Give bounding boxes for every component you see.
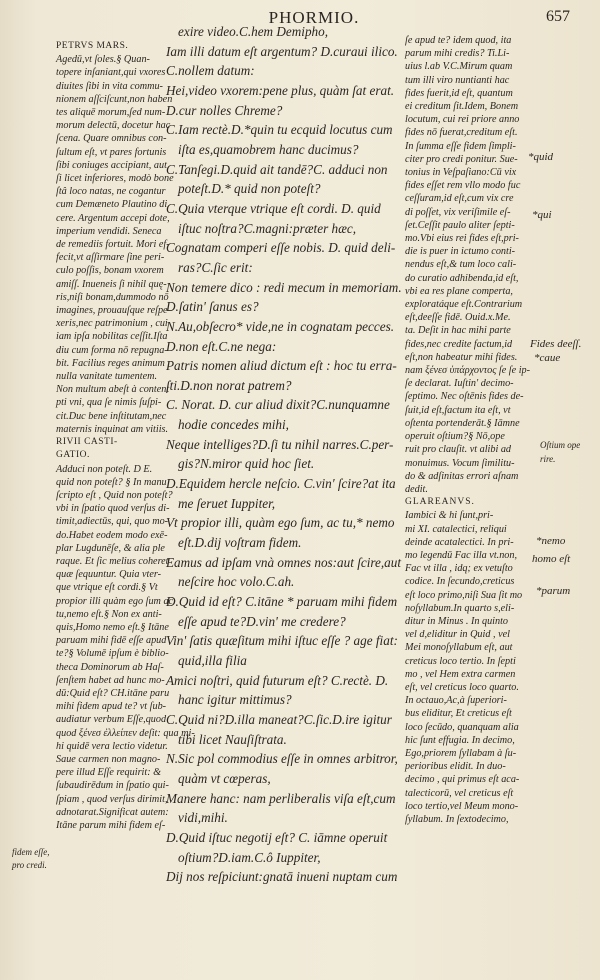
commentary-line: timit,adiectūs, qui, quo mo- [56,516,169,528]
commentary-line: hic ſunt effugia. In decimo, [405,734,515,746]
commentary-line: ruit pro clauſit. vt alibi ad [405,444,512,456]
commentary-line: de remediis fortuit. Mori ef- [56,239,170,251]
commentary-line: hi quidē vera lectio videtur. [56,740,168,752]
commentary-line: GATIO. [56,450,90,461]
commentary-line: mo legendū Fac illa vt.non, [405,549,518,561]
commentary-line: que vtrique eſt cordi.§ Vt [56,582,158,594]
verse-line: Cognatam comperi eſſe nobis. D. quid deli- [166,240,396,256]
commentary-line: mo.Vbi eius rei fides eſt,pri- [405,233,519,245]
verse-line: Eamus ad ipſam vnà omnes nos:aut ſcire,aut [166,554,402,570]
right-commentary-column [405,34,529,826]
commentary-line: do.Habet eodem modo exē- [56,529,168,541]
commentary-line: monuimus. Vocum ſimilitu- [405,457,515,469]
commentary-line: cere. Argentum accepi dote, [56,212,170,224]
commentary-line: do & adſinitas errori aſnam [405,470,519,482]
commentary-line: adnotarat.Significat autem: [56,806,169,818]
verse-line: Iam illi datum eſt argentum? D.curaui ilico. [166,43,398,59]
commentary-line: talecticorū, vel creticus eſt [405,787,514,799]
verse-line: Dij nos reſpiciunt:gnatā inueni nuptam cum [166,869,398,885]
commentary-line: pti vni, qua ſe nimis ſuſpi- [56,397,162,409]
commentary-line: loco ſecūdo, quanquam alia [405,721,519,733]
verse-line: D.cur nolles Chreme? [166,102,283,118]
verse-line: eſſe apud te?D.vin' me credere? [178,613,346,629]
commentary-line: noſyllabum.In quarto s,eli- [405,602,515,614]
verse-line: quàm vt cœperas, [178,770,271,786]
margin-note-pro-credi: pro credi. [12,860,47,870]
commentary-line: bit. Facilius reges animum [56,357,165,369]
commentary-line: tu,nemo eſt.§ Non ex anti- [56,608,162,620]
margin-note-qui: *qui [532,209,552,221]
commentary-line: RIVII CASTI- [56,437,118,448]
commentary-line: Saue carmen non magno- [56,753,161,765]
commentary-line: diu cum forma nō repugna- [56,344,168,356]
commentary-line: eſt,non habeatur mihi fides. [405,351,518,363]
verse-line: Vin' ſatis quæſitum mihi iſtuc eſſe ? age fiat: [166,633,398,649]
commentary-line: di poſſet, vix veriſimile eſ- [405,206,511,218]
commentary-line: te?§ Volumē ipſum è biblio- [56,648,169,660]
commentary-line: Ego,priorem ſyllabam à ſu- [405,747,517,759]
verse-line: oſtium?D.iam.C.ô Iuppiter, [178,849,321,865]
commentary-line: iam ipſa nobilitas ceſſit.Iſta [56,331,168,343]
verse-line: Neque intelliges?D.ſi tu nihil narres.C.per- [166,436,394,452]
commentary-line: topere inſaniant,qui vxores [56,67,166,79]
verse-line: hanc igitur mittimus? [178,692,292,708]
commentary-line: ſenſtem habet ad hunc mo- [56,674,165,686]
commentary-line: PETRVS MARS. [56,41,129,51]
commentary-line: ſtâ loco natas, ne cogantur [56,186,166,198]
margin-note-homo-est: homo eſt [532,553,571,565]
page-number: 657 [546,8,570,25]
commentary-line: deinde acatalectici. In pri- [405,536,514,548]
commentary-line: decimo , qui primus eſt aca- [405,774,520,786]
margin-note-rire: rire. [540,454,556,464]
margin-note-fidem-esse: fidem eſſe, [12,847,50,857]
commentary-line: quid non poteſt? § In manu [56,476,167,488]
commentary-line: exploratáque eſt.Contrarium [405,299,523,311]
verse-line: ſti.D.non norat patrem? [166,377,292,393]
margin-note-ostium-ope: Oſtium ope [540,440,581,450]
commentary-line: eſt, vel creticus loco quarto. [405,681,519,693]
verse-line: vidi,mihi. [178,810,228,826]
verse-line: C.Iam rectè.D.*quin tu ecquid locutus cum [166,122,393,138]
commentary-line: ta. Deſit in hac mihi parte [405,325,511,337]
verse-line: D.Equidem hercle neſcio. C.vin' ſcire?at ita [166,476,396,492]
commentary-line: do curatio adhibenda,id eſt, [405,272,519,284]
commentary-line: Iambici & hi ſunt,pri- [405,510,494,522]
commentary-line: plar Lugdunēſe, & alia ple [56,542,165,554]
commentary-line: ſe apud te? idem quod, ita [405,35,512,46]
page-title: PHORMIO. [268,8,360,27]
verse-line: C.Quid ni?D.illa maneat?C.ſic.D.ire igitur [166,711,392,727]
commentary-line: perioribus elidit. In duo- [405,761,506,773]
margin-note-fides-deesse: Fides deeſſ. [530,338,582,350]
verse-line: N.Au,obſecro* vide,ne in cognatam pecces. [166,318,395,334]
verse-line: Non temere dico : redi mecum in memoriam. [166,279,402,295]
commentary-line: cum Demæneto Plautino di [56,199,168,211]
commentary-line: In octauo,Ac,à ſuperiori- [405,695,507,707]
verse-line: Vt propior illi, quàm ego ſum, ac tu,* nemo [166,515,395,531]
commentary-line: loco tertio,vel Meum mono- [405,800,519,812]
verse-line: D.Quid iſtuc negotij eſt? C. iāmne operuit [166,829,388,845]
commentary-line: ſet.Ceſſit paulo aliter ſepti- [405,219,515,231]
commentary-line: quis,Homo nemo eſt.§ Itāne [56,621,169,633]
verse-line: C. Norat. D. cur aliud dixit?C.nunquamne [166,397,390,413]
commentary-line: fides,nec credite factum,id [405,338,513,350]
commentary-line: tum illi viro nuntianti hac [405,74,510,86]
verse-line: eſt.D.dij voſtram fidem. [178,535,302,551]
commentary-line: propior illi quàm ego ſum ac [56,595,174,607]
commentary-line: fecit,vt aſſirmare ſine peri- [56,252,165,264]
verse-line: neſcire hoc volo.C.ah. [178,574,295,590]
commentary-line: mi XI. catalectici, reliqui [405,523,507,535]
verse-line: ras?C.ſic erit: [178,259,253,275]
commentary-line: dedit. [405,483,428,495]
verse-line: quid,illa filia [178,653,247,668]
verse-line: D.non eſt.C.ne nega: [166,338,277,354]
commentary-line: ſe declarat. Iuſtin' decimo- [405,378,514,390]
verse-line: D.ſatin' ſanus es? [166,299,259,315]
verse-line: N.Sic pol commodius eſſe in omnes arbitror, [166,751,398,767]
commentary-line: amiſſ. Inueneis ſi nihil quę- [56,278,167,290]
commentary-line: ceſſuram,id eſt,cum vix cre [405,193,514,205]
commentary-line: nionem aſſciſcunt,non haben [56,93,173,105]
commentary-line: dū:Quid eſt? CH.itāne paru [56,687,170,699]
margin-note-caue: *caue [534,352,561,364]
verse-line: tibi licet Nauſiſtrata. [178,731,287,747]
margin-note-nemo: *nemo [536,535,566,547]
commentary-line: diuites ſibi in vita commu- [56,80,163,92]
commentary-line: ſyllabum. In ſextodecimo, [405,813,509,825]
commentary-line: fides nō fuerat,creditum eſt. [405,127,518,139]
commentary-line: vbi in ſpatio quod verſus di- [56,503,170,515]
commentary-line: Itāne parum mihi fidem eſ- [56,819,166,831]
commentary-line: imagines, prouauſque reſpe- [56,305,171,317]
commentary-line: In ſumma eſſe fidem ſimpli- [405,140,516,152]
commentary-line: Non multum abeſt à content [56,384,170,396]
margin-note-quid: *quid [528,151,554,163]
commentary-line: creticus loco tertio. In ſepti [405,655,516,667]
verse-line: D.Quid id eſt? C.itāne * paruam mihi fidem [166,594,398,610]
verse-line: poteſt.D.* quid non poteſt? [178,181,321,197]
commentary-line: morum delectū, docetur hac [56,120,171,132]
commentary-line: vbi ea res plane comperta, [405,285,513,297]
commentary-line: oſtenta portenderāt.§ Iāmne [405,417,520,429]
commentary-line: pere illud Eſſe requirit: & [56,767,162,779]
commentary-line: parum mihi credis? Ti.Li- [405,48,510,60]
verse-line: Patris nomen aliud dictum eſt : hoc tu erra- [166,358,397,374]
commentary-line: ris,niſi bonam,dummodo nō [56,291,169,303]
commentary-line: maternis inquinat am vitiis. [56,423,169,435]
commentary-line: nulla vanitate tumentem. [56,371,158,383]
commentary-line: ſuit,id eſt,factum ita eſt, vt [405,404,511,416]
commentary-line: nam ξένεσ ὑπάρχοντος ſe ſe ip- [405,365,531,377]
commentary-line: bus eliditur, Et creticus eſt [405,708,512,720]
verse-line: C.Quia vterque vtrique eſt cordi. D. quid [166,200,381,216]
commentary-line: eſt,deeſſe fidē. Ouid.x.Me. [405,312,511,324]
commentary-line: fides fuerit,id eſt, quantum [405,87,513,99]
verse-line: iſta es,quamobrem hanc ducimus? [178,141,359,157]
commentary-line: ſubaudirēdum in ſpatio qui- [56,780,169,792]
commentary-line: mihi fidem apud te? vt ſub- [56,701,167,713]
commentary-line: tonius in Veſpaſiano:Cū vix [405,167,517,179]
commentary-line: ſibi coniuges accipiant, aut [56,159,167,171]
commentary-line: ſcripto eſt , Quid non poteſt? [56,489,173,501]
verse-line: Amici noſtri, quid futurum eſt? C.rectè. D. [166,672,389,688]
verse-line: C.nollem datum: [166,63,255,79]
verse-line: C.Tanſegi.D.quid ait tandē?C. adduci non [166,161,388,177]
verse-line: Manere hanc: nam perliberalis viſa eſt,cum [166,790,396,806]
main-text-column [166,22,402,887]
verse-line: iſtuc noſtra?C.magni:præter hæc, [178,220,357,236]
commentary-line: mo , vel Hem extra carmen [405,668,516,680]
commentary-line: eſt loco primo,niſi Sua ſit mo [405,589,523,601]
commentary-line: locutum, cui rei priore anno [405,114,520,126]
commentary-line: culo poſſis, bonam vxorem [56,265,164,277]
commentary-line: die is puer in ictumo conti- [405,246,516,258]
commentary-line: imperium vendidi. Seneca [56,225,162,237]
verse-line: exire video.C.hem Demipho, [178,24,329,39]
commentary-line: Adduci non poteſt. D E. [56,463,153,475]
commentary-line: ſcena. Quare omnibus con- [56,133,167,145]
commentary-line: raque. Et ſic melius coheret [56,555,169,567]
verse-line: hodie concedes mihi, [178,417,289,433]
commentary-line: ſi licet inferiores, modò bone [56,173,174,185]
commentary-line: theca Dominorum ab Haſ- [56,661,164,673]
commentary-line: codice. In ſecundo,creticus [405,576,515,588]
commentary-line: tes aliquē morum,ſed num- [56,107,166,119]
commentary-line: ditur in Minus . In quinto [405,615,509,627]
commentary-line: fides eſſet rem vllo modo fuc [405,180,521,192]
verse-line: Hei,video vxorem:pene plus, quàm ſat erat. [166,82,395,98]
commentary-line: ſpiam , quod verſus dirimit, [56,793,168,805]
verse-line: gis?N.miror quid hoc ſiet. [178,456,315,472]
commentary-line: xeris,nec patrimonium , cui [56,318,168,330]
commentary-line: quod ξένεσ ἐλλείπεν deſit: qua mi- [56,727,195,739]
commentary-line: cit.Duc bene inſtitutam,nec [56,410,167,422]
commentary-line: Fac vt illa , idq; ex vetuſto [405,563,513,575]
commentary-line: GLAREANVS. [405,497,475,508]
commentary-line: paruam mihi fidē eſſe apud [56,635,167,647]
commentary-line: citer pro credi ponitur. Sue- [405,153,518,165]
commentary-line: operuit oſtium?§ Nō,ope [405,431,505,443]
commentary-line: ſeptimo. Nec oſtēnis fides de- [405,391,524,403]
commentary-line: Mei monoſyllabum eſt, aut [405,642,513,654]
left-commentary-column [56,40,195,832]
commentary-line: audiatur verbum Eſſe,quod [56,714,167,726]
commentary-line: quæ ſequuntur. Quia vter- [56,569,162,581]
commentary-line: uius l.ab V.C.Mirum quam [405,61,513,73]
margin-note-parum: *parum [536,585,571,597]
verse-line: me ſeruet Iuppiter, [178,495,276,511]
commentary-line: vel d,eliditur in Quid , vel [405,629,510,641]
commentary-line: nendus eſt,& tum loco cali- [405,259,517,271]
commentary-line: Agedū,vt ſoles.§ Quan- [56,54,150,66]
commentary-line: ei creditum ſit.Idem, Bonem [405,101,519,113]
commentary-line: ſultum eſt, vt pares fortunis [56,146,167,158]
